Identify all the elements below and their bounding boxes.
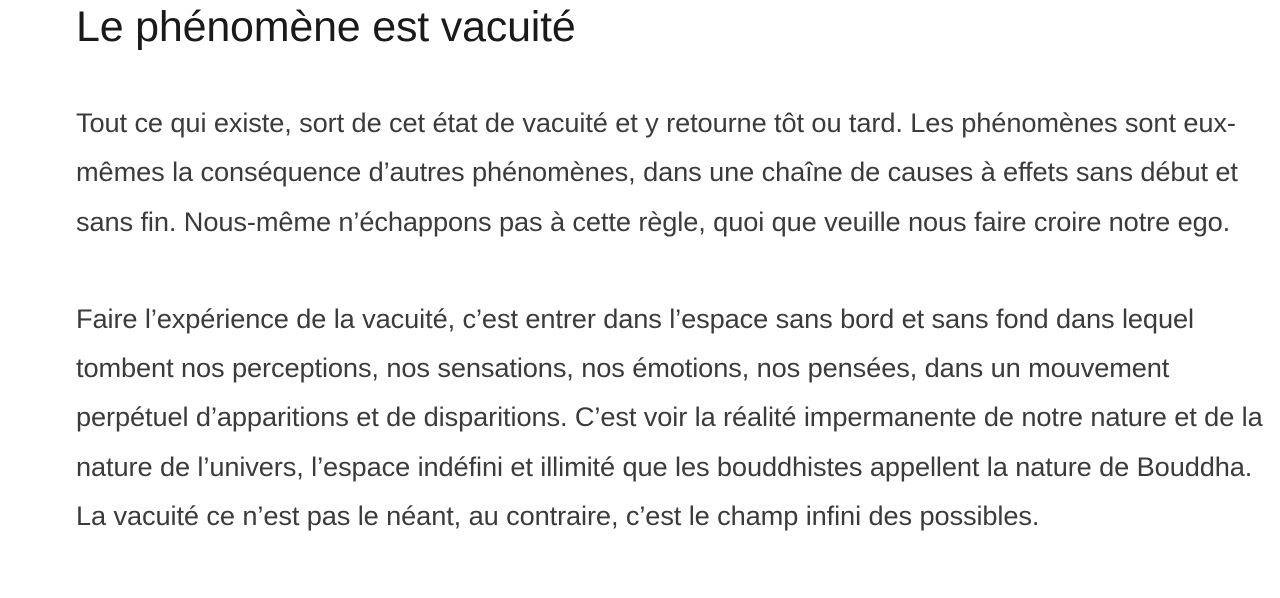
article-body — [76, 0, 1272, 540]
section-heading: Le phénomène est vacuité — [76, 3, 576, 51]
paragraph-impermanence: Tout ce qui existe, sort de cet état de vacuité et y retourne tôt ou tard. Les phénomènes sont eux-mêmes la conséquence d’autres phénomènes, dans une chaîne de causes à effets sans début et sans fin. Nous-même n’échappons pas à cette règle, quoi que veuille nous faire croire notre ego. — [76, 107, 1238, 237]
paragraph-vacuity-experience: Faire l’expérience de la vacuité, c’est entrer dans l’espace sans bord et sans fond dans lequel tombent nos perceptions, nos sensations, nos émotions, nos pensées, dans un mouvement perpétuel d’apparitions et de disparitions. C’est voir la réalité impermanente de notre nature et de la nature de l’univers, l’espace indéfini et illimité que les bouddhistes appellent la nature de Bouddha. La vacuité ce n’est pas le néant, au contraire, c’est le champ infini des possibles. — [76, 302, 1263, 532]
